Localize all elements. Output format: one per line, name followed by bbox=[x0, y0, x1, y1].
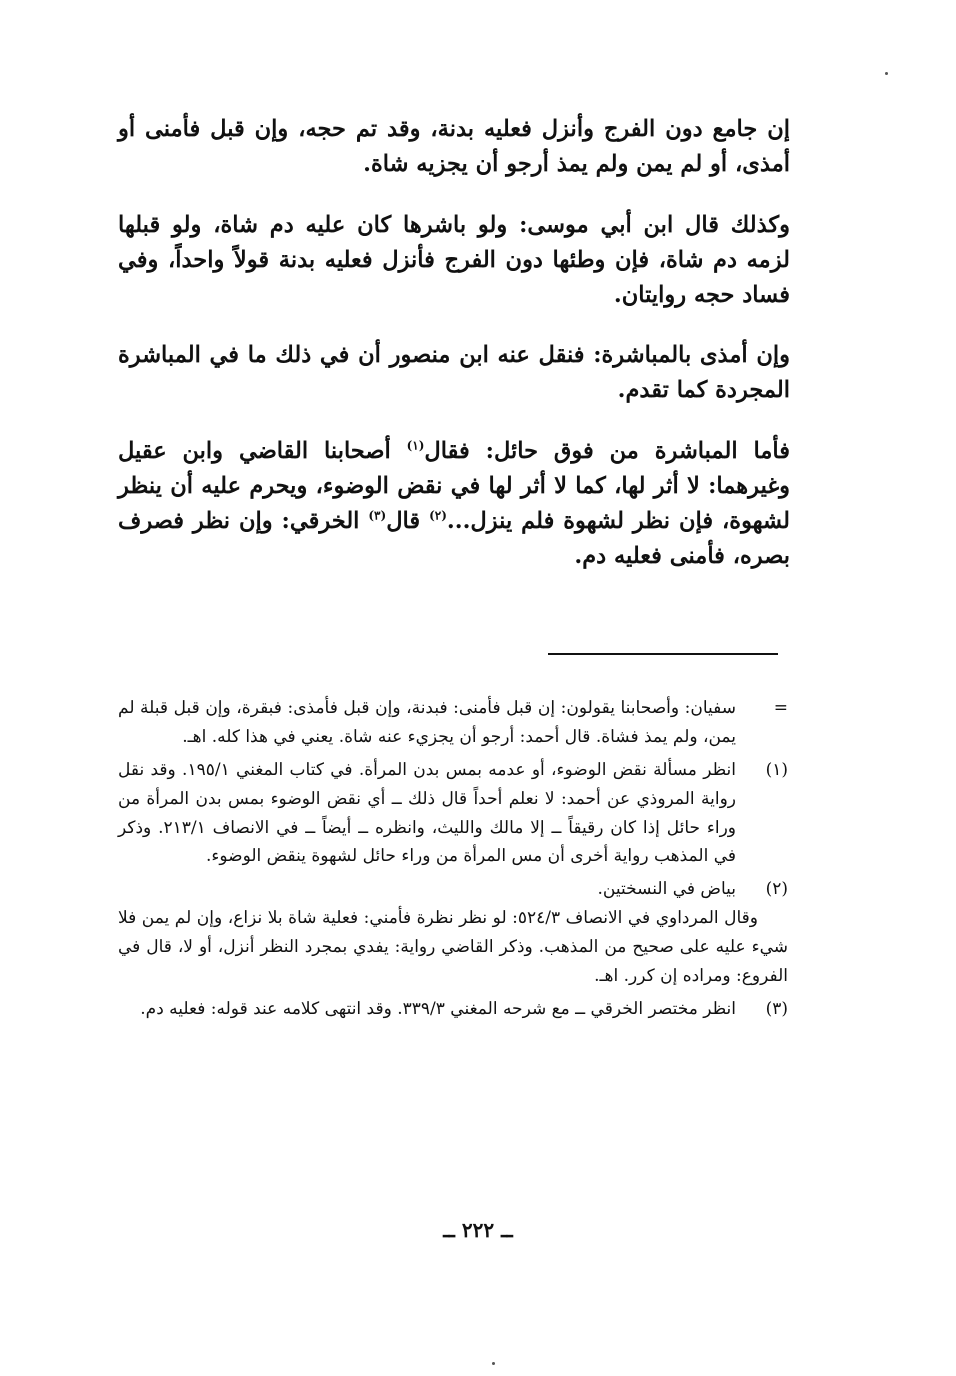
footnote-2-addendum bbox=[118, 904, 788, 991]
paragraph-1: إن جامع دون الفرج وأنزل فعليه بدنة، وقد تم حجه، وإن قبل فأمنى أو أمذى، أو لم يمن ولم يمذ أرجو أن يجزيه شاة. bbox=[118, 116, 790, 177]
footnote-separator bbox=[548, 653, 778, 655]
footnote-marker: (١) bbox=[765, 759, 788, 780]
speck-mark bbox=[885, 72, 888, 75]
footnotes bbox=[118, 694, 788, 1024]
footnote-ref-1[interactable]: (١) bbox=[406, 438, 425, 453]
footnote-marker: (٢) bbox=[765, 879, 788, 900]
footnote-marker: = bbox=[773, 698, 788, 718]
footnote-3 bbox=[118, 995, 788, 1024]
paragraph-4-part-b: أصحابنا القاضي وابن عقيل وغيرهما: لا أثر لها، كما لا أثر لها في نقض الوضوء، ويحرم عليه أن ينظر لشهوة، فإن نظر لشهوة فلم ينزل... bbox=[118, 438, 790, 534]
footnote-ref-3[interactable]: (٣) bbox=[368, 508, 387, 523]
paragraph-4-part-a: فأما المباشرة من فوق حائل: فقال bbox=[424, 438, 790, 465]
footnote-text: بياض في النسختين. bbox=[597, 879, 736, 900]
footnote-text: انظر مختصر الخرقي ــ مع شرحه المغني ٣٣٩/٣. وقد انتهى كلامه عند قوله: فعليه دم. bbox=[140, 998, 736, 1019]
footnote-2 bbox=[118, 875, 788, 904]
footnote-text: انظر مسألة نقض الوضوء، أو عدمه بمس بدن المرأة. في كتاب المغني ١٩٥/١. وقد نقل رواية المروذي عن أحمد: لا نعلم أحداً قال ذلك ــ أي نقض الوضوء بمس بدن المرأة من وراء حائل إذا كان رقيقاً ــ إلا مالك والليث، وانظره ــ أيضاً ــ في الانصاف ٢١٣/١. وذكر في المذهب رواية أخرى أن مس المرأة من وراء حائل لشهوة ينقض الوضوء. bbox=[118, 759, 736, 867]
footnote-text: سفيان: وأصحابنا يقولون: إن قبل فأمنى: فبدنة، وإن قبل فأمذى: فبقرة، وإن قبل قبلة لم يمن، ولم يمذ فشاة. قال أحمد: أرجو أن يجزيء عنه شاة. يعني في هذا كله. اهـ. bbox=[118, 698, 736, 747]
page-number: ــ ٢٢٢ ــ bbox=[443, 1218, 513, 1242]
footnote-text: وقال المرداوي في الانصاف ٥٢٤/٣: لو نظر نظرة فأمني: فعلية شاة بلا نزاع، وإن لم يمن فلا شيء عليه على صحيح من المذهب. وذكر القاضي رواية: يفدي بمجرد النظر أنزل، أو لا، قال في الفروع: ومراده إن كرر. اهـ. bbox=[118, 908, 788, 987]
main-text bbox=[118, 112, 790, 574]
paragraph-3: وإن أمذى بالمباشرة: فنقل عنه ابن منصور أن في ذلك ما في المباشرة المجردة كما تقدم. bbox=[118, 342, 790, 404]
paragraph-2: وكذلك قال ابن أبي موسى: ولو باشرها كان عليه دم شاة، ولو قبلها لزمه دم شاة، فإن وطئها دون الفرج فأنزل فعليه بدنة قولاً واحداً، وفي فساد حجه روايتان. bbox=[118, 211, 790, 308]
paragraph-4 bbox=[118, 434, 790, 574]
footnote-1 bbox=[118, 756, 788, 872]
footnote-marker: (٣) bbox=[765, 998, 788, 1019]
footnote-continuation bbox=[118, 694, 788, 752]
paragraph-4-part-c: قال bbox=[386, 507, 430, 534]
speck-mark bbox=[492, 1362, 495, 1365]
paragraph-4-part-d: الخرقي: وإن نظر فصرف بصره، فأمنى فعليه دم. bbox=[118, 507, 790, 569]
footnote-ref-2[interactable]: (٢) bbox=[429, 508, 447, 523]
